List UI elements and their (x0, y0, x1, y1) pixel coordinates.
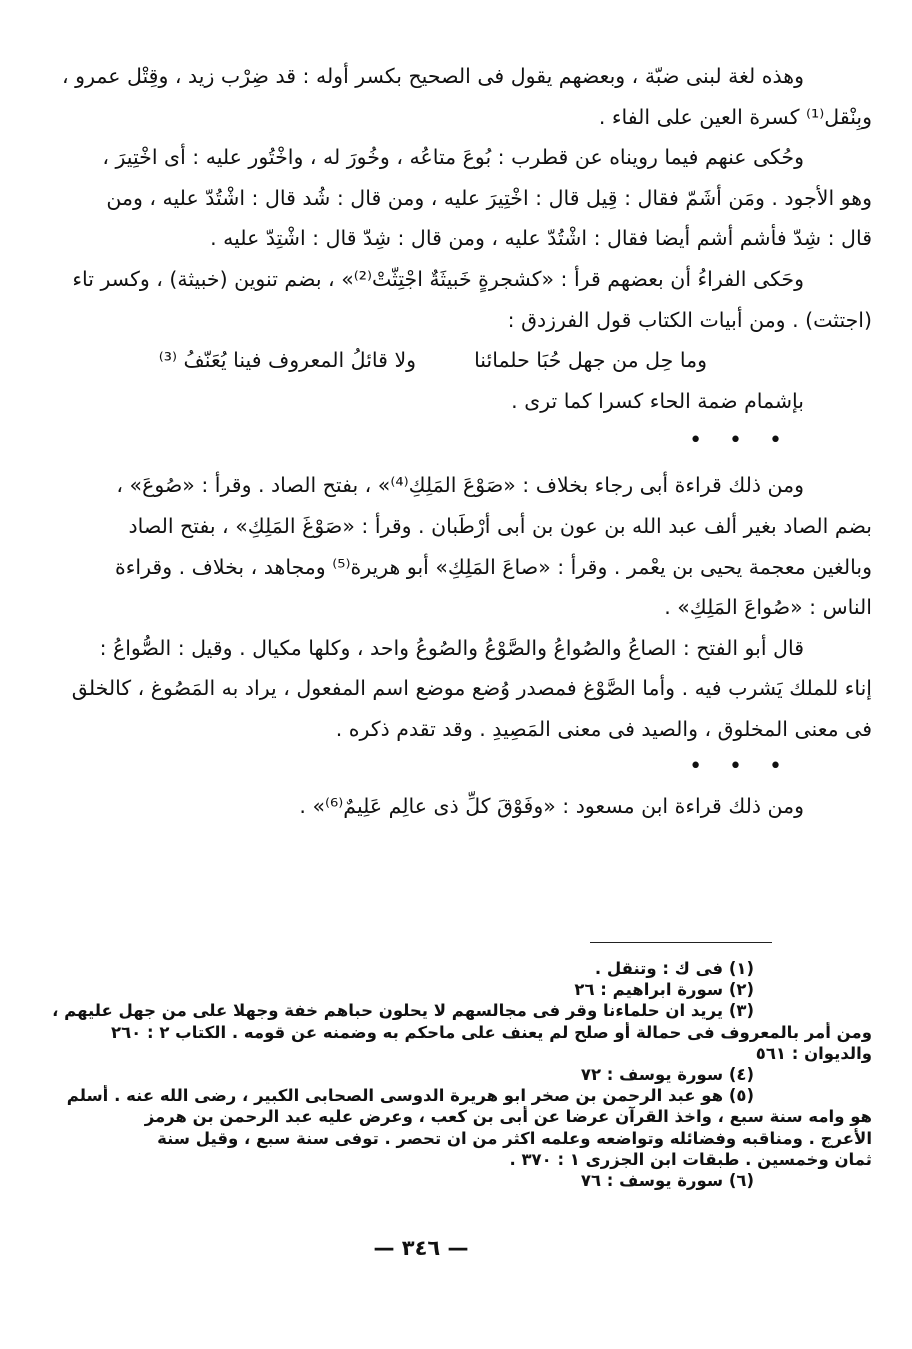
footnotes (40, 958, 872, 1191)
text-line: وحَكى الفراءُ أن بعضهم قرأ : «كشجرةٍ خَبيثَةٌ اجْتِثّتْ⁽²⁾» ، بضم تنوين (خبيثة) ، وكسر تاء (72, 266, 804, 291)
paragraph-3 (40, 259, 872, 340)
text-line: بإشمام ضمة الحاء كسرا كما ترى . (511, 388, 804, 413)
main-text (40, 56, 872, 826)
footnote-2: (٢) سورة ابراهيم : ٢٦ (574, 980, 754, 1000)
footnote-3-continuation: والديوان : ٥٦١ (755, 1043, 872, 1063)
text-line: وبالغين معجمة يحيى بن يعْمر . وقرأ : «صاعَ المَلِكِ» أبو هريرة⁽⁵⁾ ومجاهد ، بخلاف . وقراءة (115, 554, 872, 579)
footnote-3: (٣) يريد ان حلماءنا وقر فى مجالسهم لا يحلون حباهم خفة وجهلا على من جهل عليهم ، (52, 1001, 754, 1021)
footnote-5-continuation: ثمان وخمسين . طبقات ابن الجزرى ١ : ٣٧٠ . (509, 1149, 872, 1169)
footnote-3-continuation: ومن أمر بالمعروف فى حمالة أو صلح لم يعنف على ماحكم به وضمنه عن قومه . الكتاب ٢ : ٢٦٠ (111, 1022, 872, 1042)
text-line: الناس : «صُواعَ المَلِكِ» . (664, 595, 872, 620)
verse-second-hemistich: ولا قائلُ المعروف فينا يُعَنّفُ ⁽³⁾ (158, 348, 417, 373)
text-line: إناء للملك يَشرب فيه . وأما الصَّوْغ فمصدر وُضع موضع اسم المفعول ، يراد به المَصُوغ ، كالخلق (71, 676, 872, 701)
text-line: ومن ذلك قراءة ابن مسعود : «وفَوْقَ كلِّ ذى عالِم عَلِيمٌ⁽⁶⁾» . (299, 793, 804, 818)
footnote-4: (٤) سورة يوسف : ٧٢ (580, 1065, 754, 1085)
paragraph-3-end (40, 381, 872, 422)
footnote-6: (٦) سورة يوسف : ٧٦ (580, 1171, 754, 1191)
text-line: وهو الأجود . ومَن أشَمّ فقال : قِيل قال : اخْتِيرَ عليه ، ومن قال : شُد قال : اشْتُدّ عليه ، ومن (106, 185, 872, 210)
paragraph-5 (40, 628, 872, 750)
section-separator: • • • (689, 428, 792, 454)
footnote-divider (590, 942, 772, 943)
paragraph-1 (40, 56, 872, 137)
footnote-1: (١) فى ك : وتنقل . (594, 959, 754, 978)
text-line: وبِنْقل⁽¹⁾ كسرة العين على الفاء . (598, 104, 872, 129)
paragraph-4 (40, 465, 872, 627)
text-line: ومن ذلك قراءة أبى رجاء بخلاف : «صَوْعَ المَلِكِ⁽⁴⁾» ، بفتح الصاد . وقرأ : «صُوعَ» ، (116, 473, 804, 498)
footnote-5: (٥) هو عبد الرحمن بن صخر ابو هريرة الدوسى الصحابى الكبير ، رضى الله عنه . أسلم (66, 1086, 754, 1106)
text-line: بضم الصاد بغير ألف عبد الله بن عون بن أبى أرْطَبان . وقرأ : «صَوْغَ المَلِكِ» ، بفتح الصاد (128, 513, 872, 538)
text-line: (اجتثت) . ومن أبيات الكتاب قول الفرزدق : (507, 307, 872, 332)
poetry-verse (40, 340, 872, 381)
paragraph-2 (40, 137, 872, 259)
page-number: — ٣٤٦ — (373, 1236, 469, 1260)
text-line: فى معنى المخلوق ، والصيد فى معنى المَصِيدِ . وقد تقدم ذكره . (335, 716, 872, 741)
footnote-5-continuation: الأعرج . ومناقبه وفضائله وتواضعه وعلمه اكثر من ان تحصر . توفى سنة سبع ، وقيل سنة (157, 1128, 872, 1148)
verse-first-hemistich: وما حِل من جهل حُبَا حلمائنا (474, 348, 707, 373)
text-line: قال أبو الفتح : الصاعُ والصُواعُ والصَّوْعُ والصُوعُ واحد ، وكلها مكيال . وقيل : الصُّواعُ : (99, 635, 804, 660)
text-line: قال : شِدّ فأشم أشم أيضا فقال : اشْتُدّ عليه ، ومن قال : شِدّ قال : اشْتِدّ عليه . (210, 226, 872, 251)
text-line: وحُكى عنهم فيما رويناه عن قطرب : بُوعَ متاعُه ، وخُورَ له ، واخْتُور عليه : أى اخْتِيرَ ، (102, 145, 804, 170)
footnote-5-continuation: هو وامه سنة سبع ، واخذ القرآن عرضا عن أبى بن كعب ، وعرض عليه عبد الرحمن بن هرمز (144, 1107, 872, 1127)
paragraph-6 (40, 786, 872, 827)
text-line: وهذه لغة لبنى ضبّة ، وبعضهم يقول فى الصحيح بكسر أوله : قد ضِرْب زيد ، وقِتْل عمرو ، (62, 64, 804, 88)
section-separator: • • • (689, 753, 792, 779)
